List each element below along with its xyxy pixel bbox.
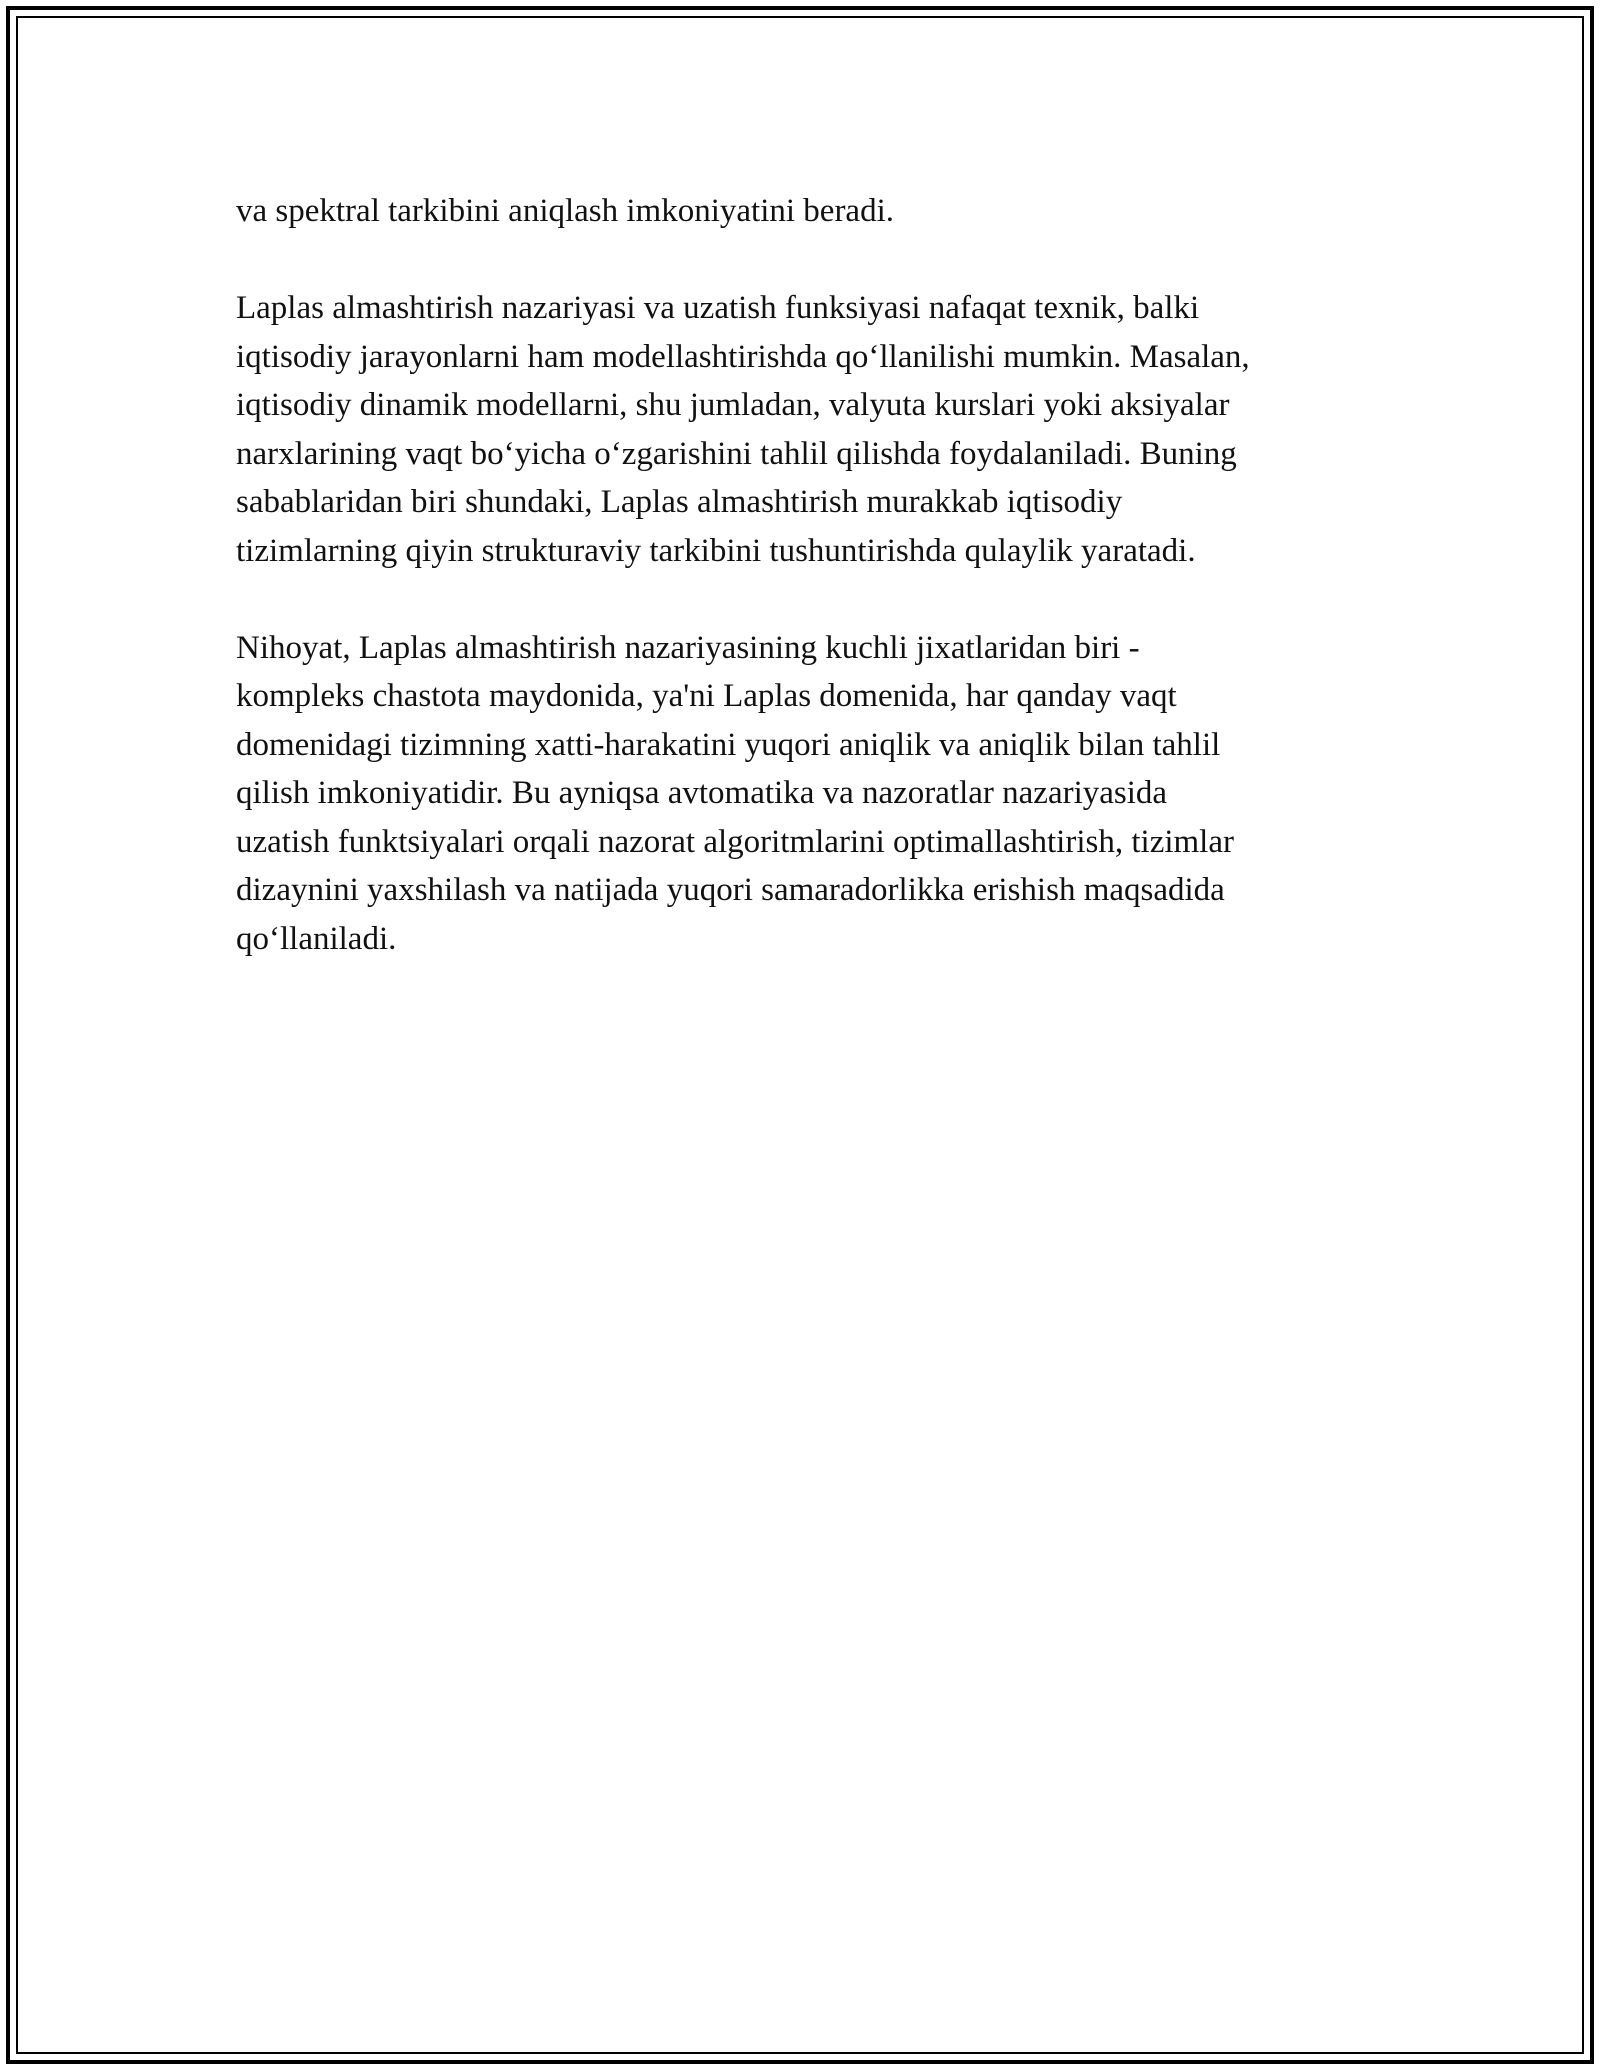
text-line: Laplas almashtirish nazariyasi va uzatish funksiyasi nafaqat texnik, balki [236, 290, 1200, 326]
text-line: Nihoyat, Laplas almashtirish nazariyasining kuchli jixatlaridan biri - [236, 629, 1140, 666]
text-line: va spektral tarkibini aniqlash imkoniyatini beradi. [236, 193, 895, 229]
text-line: kompleks chastota maydonida, ya'ni Laplas domenida, har qanday vaqt [236, 678, 1177, 714]
text-line: qo‘llaniladi. [236, 920, 397, 957]
text-line: uzatish funktsiyalari orqali nazorat algoritmlarini optimallashtirish, tizimlar [236, 823, 1234, 860]
document-body [236, 187, 1366, 963]
text-line: iqtisodiy jarayonlarni ham modellashtirishda qo‘llanilishi mumkin. Masalan, [236, 338, 1250, 375]
text-line: sabablaridan biri shundaki, Laplas almashtirish murakkab iqtisodiy [236, 484, 1123, 520]
paragraph-1 [236, 187, 1366, 236]
text-line: narxlarining vaqt bo‘yicha o‘zgarishini tahlil qilishda foydalaniladi. Buning [236, 435, 1237, 472]
paragraph-spacer [236, 575, 1366, 624]
text-line: domenidagi tizimning xatti-harakatini yuqori aniqlik va aniqlik bilan tahlil [236, 726, 1221, 763]
paragraph-spacer [236, 236, 1366, 285]
text-line: dizaynini yaxshilash va natijada yuqori samaradorlikka erishish maqsadida [236, 872, 1225, 908]
text-line: qilish imkoniyatidir. Bu ayniqsa avtomatika va nazoratlar nazariyasida [236, 775, 1168, 811]
paragraph-2 [236, 284, 1366, 575]
paragraph-3 [236, 624, 1366, 964]
text-line: iqtisodiy dinamik modellarni, shu jumladan, valyuta kurslari yoki aksiyalar [236, 387, 1230, 423]
text-line: tizimlarning qiyin strukturaviy tarkibini tushuntirishda qulaylik yaratadi. [236, 532, 1196, 569]
